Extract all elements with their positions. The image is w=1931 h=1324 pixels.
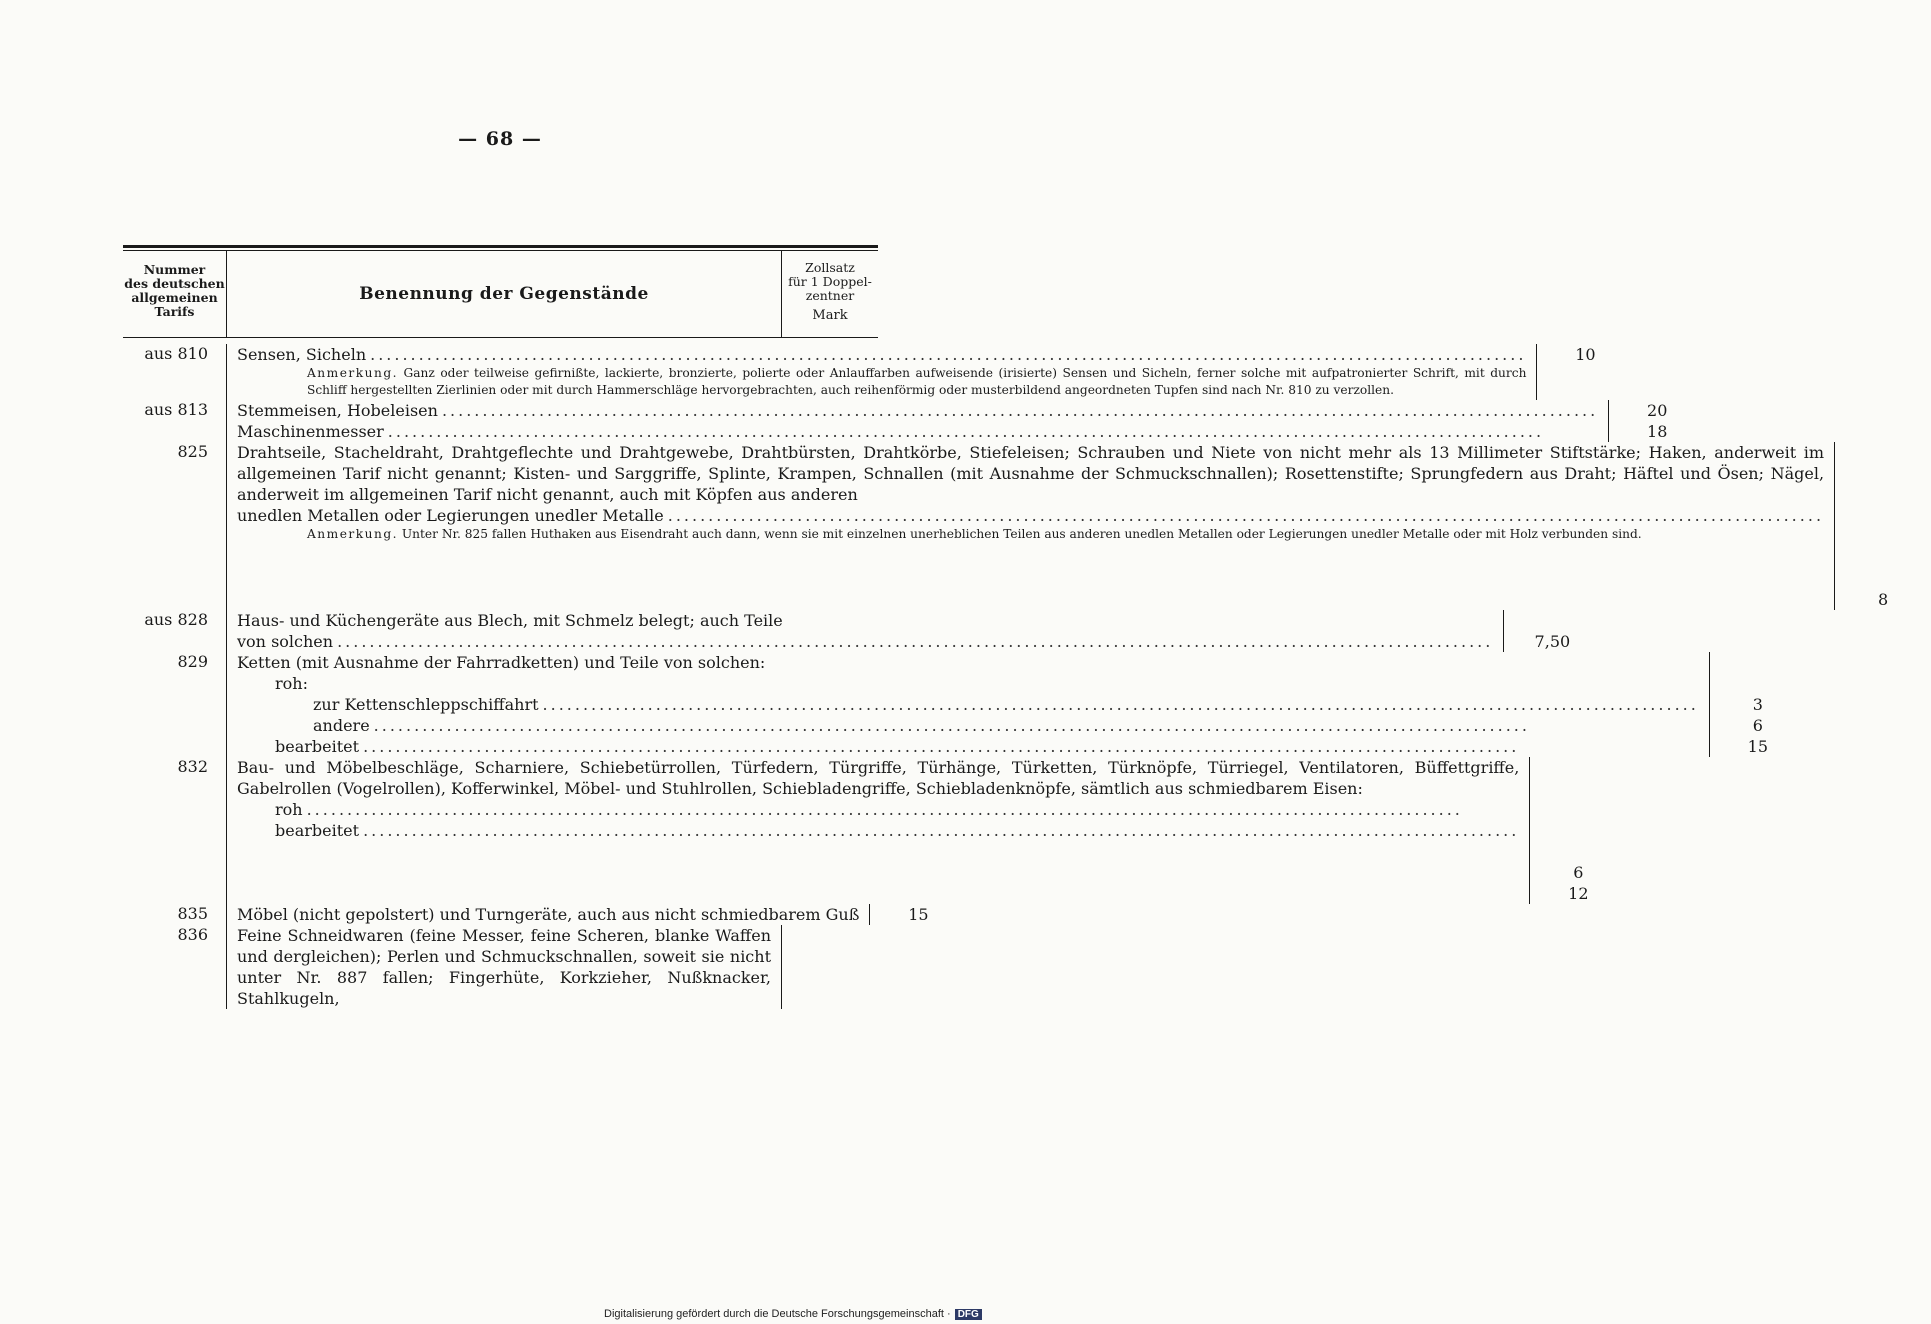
rate-column	[1504, 610, 1600, 652]
rate-column	[1710, 652, 1806, 757]
tariff-number: aus 828	[144, 610, 208, 629]
rate-column	[1609, 400, 1705, 442]
table-row	[123, 400, 1668, 442]
leader-dots	[374, 715, 1699, 736]
item-description	[226, 904, 870, 925]
item-text: unedlen Metallen oder Legierungen unedler Metalle	[237, 506, 664, 525]
dfg-logo: DFG	[955, 1309, 982, 1320]
duty-rate: 15	[1747, 737, 1768, 756]
leader-dots	[363, 820, 1519, 841]
item-description	[226, 400, 1609, 442]
duty-rate: 7,50	[1534, 632, 1571, 651]
funding-footer	[604, 1308, 982, 1320]
duty-rate: 15	[908, 905, 929, 924]
header-rate-column	[782, 251, 878, 337]
duty-rate: 12	[1568, 884, 1589, 903]
item-text: Möbel (nicht gepolstert) und Turngeräte, auch aus nicht schmiedbarem Guß	[237, 905, 860, 924]
item-text: Maschinenmesser	[237, 422, 384, 441]
item-description	[226, 344, 1537, 400]
table-header	[123, 251, 878, 338]
tariff-number: 832	[177, 757, 208, 776]
rate-column	[1537, 344, 1633, 400]
duty-rate: 20	[1647, 401, 1668, 420]
item-text: roh	[275, 800, 303, 819]
rate-column	[870, 904, 966, 925]
item-text: bearbeitet	[275, 821, 360, 840]
table-row	[123, 904, 929, 925]
header-desc-label: Benennung der Gegenstände	[359, 284, 649, 304]
header-rate-unit: Mark	[812, 308, 848, 323]
tariff-number: aus 810	[144, 344, 208, 363]
item-paragraph: Ketten (mit Ausnahme der Fahrradketten) und Teile von solchen:	[237, 653, 766, 672]
duty-rate: 8	[1877, 590, 1889, 609]
annotation	[237, 365, 1526, 398]
item-paragraph: Feine Schneidwaren (feine Messer, feine Scheren, blanke Waffen und dergleichen); Perlen und Schmuckschnallen, soweit sie nicht unter Nr. 887 fallen; Fingerhüte, Korkzieher, Nußknacker, Stahlkugeln,	[237, 926, 771, 1008]
table-row	[123, 652, 1768, 757]
rate-column	[1835, 442, 1931, 610]
table-row	[123, 338, 1596, 400]
annotation	[237, 526, 1824, 543]
leader-dots	[388, 421, 1598, 442]
leader-dots	[543, 694, 1699, 715]
item-description	[226, 925, 782, 1009]
sub-label: roh:	[275, 674, 308, 693]
table-row	[123, 442, 1889, 610]
duty-rate: 6	[1573, 863, 1584, 882]
item-text: Stemmeisen, Hobeleisen	[237, 401, 438, 420]
item-text: bearbeitet	[275, 737, 360, 756]
leader-dots	[307, 799, 1520, 820]
leader-dots	[363, 736, 1699, 757]
duty-rate: 6	[1752, 716, 1763, 735]
header-number-column	[123, 251, 226, 337]
item-paragraph: Drahtseile, Stacheldraht, Drahtgeflechte und Drahtgewebe, Drahtbürsten, Drahtkörbe, Stiefeleisen; Schrauben und Niete von nicht mehr als 13 Millimeter Stiftstärke; Haken, anderweit im allgemeinen Tarif nicht genannt; Kisten- und Sarggriffe, Splinte, Krampen, Schnallen (mit Ausnahme der Schmuckschnallen); Rosettenstifte; Sprungfedern aus Draht; Häftel und Ösen; Nägel, anderweit im allgemeinen Tarif nicht genannt, auch mit Köpfen aus anderen	[237, 443, 1825, 504]
header-num-line: Tarifs	[154, 304, 195, 319]
rate-column	[1530, 757, 1626, 904]
table-body	[123, 338, 1889, 1009]
duty-rate: 3	[1752, 695, 1763, 714]
header-num-line: Nummer	[143, 262, 206, 277]
annotation-label: Anmerkung.	[307, 527, 399, 541]
item-text: andere	[313, 716, 370, 735]
footer-text: Digitalisierung gefördert durch die Deutsche Forschungsgemeinschaft ·	[604, 1308, 951, 1320]
table-row	[123, 610, 1571, 652]
header-rate-line: zentner	[805, 288, 855, 303]
annotation-label: Anmerkung.	[307, 366, 399, 380]
tariff-number: 829	[177, 652, 208, 671]
item-paragraph: Haus- und Küchengeräte aus Blech, mit Schmelz belegt; auch Teile	[237, 611, 783, 630]
header-num-line: des deutschen	[124, 276, 225, 291]
header-description-column	[226, 251, 782, 337]
annotation-text: Unter Nr. 825 fallen Huthaken aus Eisendraht auch dann, wenn sie mit einzelnen unerheblichen Teilen aus anderen unedlen Metallen oder Legierungen unedler Metalle oder mit Holz verbunden sind.	[401, 527, 1642, 541]
tariff-table	[123, 245, 1889, 1009]
leader-dots	[668, 505, 1824, 526]
leader-dots	[370, 344, 1526, 365]
table-top-rule	[123, 245, 878, 248]
item-description	[226, 757, 1530, 904]
rate-column	[782, 925, 878, 1009]
tariff-number: aus 813	[144, 400, 208, 419]
leader-dots	[442, 400, 1598, 421]
item-paragraph: Bau- und Möbelbeschläge, Scharniere, Schiebetürrollen, Türfedern, Türgriffe, Türhänge, Türketten, Türknöpfe, Türriegel, Ventilatoren, Büffettgriffe, Gabelrollen (Vogelrollen), Kofferwinkel, Möbel- und Stuhlrollen, Schiebladengriffe, Schiebladenknöpfe, sämtlich aus schmiedbarem Eisen:	[237, 758, 1520, 798]
item-text: zur Kettenschleppschiffahrt	[313, 695, 539, 714]
leader-dots	[337, 631, 1493, 652]
tariff-number: 835	[177, 904, 208, 923]
header-num-line: allgemeinen	[131, 290, 218, 305]
annotation-text: Ganz oder teilweise gefirnißte, lackierte, bronzierte, polierte oder Anlauffarben aufweisende (irisierte) Sensen und Sicheln, ferner solche mit aufpatronierter Schrift, mit durch Schliff hergestellten Zierlinien oder mit durch Hammerschläge hervorgebrachten, auch reihenförmig oder musterbildend angeordneten Tupfen sind nach Nr. 810 zu verzollen.	[307, 366, 1527, 397]
tariff-number: 836	[177, 925, 208, 944]
duty-rate: 18	[1647, 422, 1668, 441]
table-row	[123, 757, 1589, 904]
header-rate-line: für 1 Doppel-	[788, 274, 872, 289]
item-description	[226, 442, 1835, 610]
page-number: — 68 —	[458, 128, 542, 150]
tariff-number: 825	[177, 442, 208, 461]
item-description	[226, 652, 1710, 757]
header-rate-line: Zollsatz	[805, 260, 855, 275]
table-row	[123, 925, 878, 1009]
item-text: von solchen	[237, 632, 334, 651]
item-text: Sensen, Sicheln	[237, 345, 367, 364]
item-description	[226, 610, 1504, 652]
duty-rate: 10	[1575, 345, 1596, 364]
